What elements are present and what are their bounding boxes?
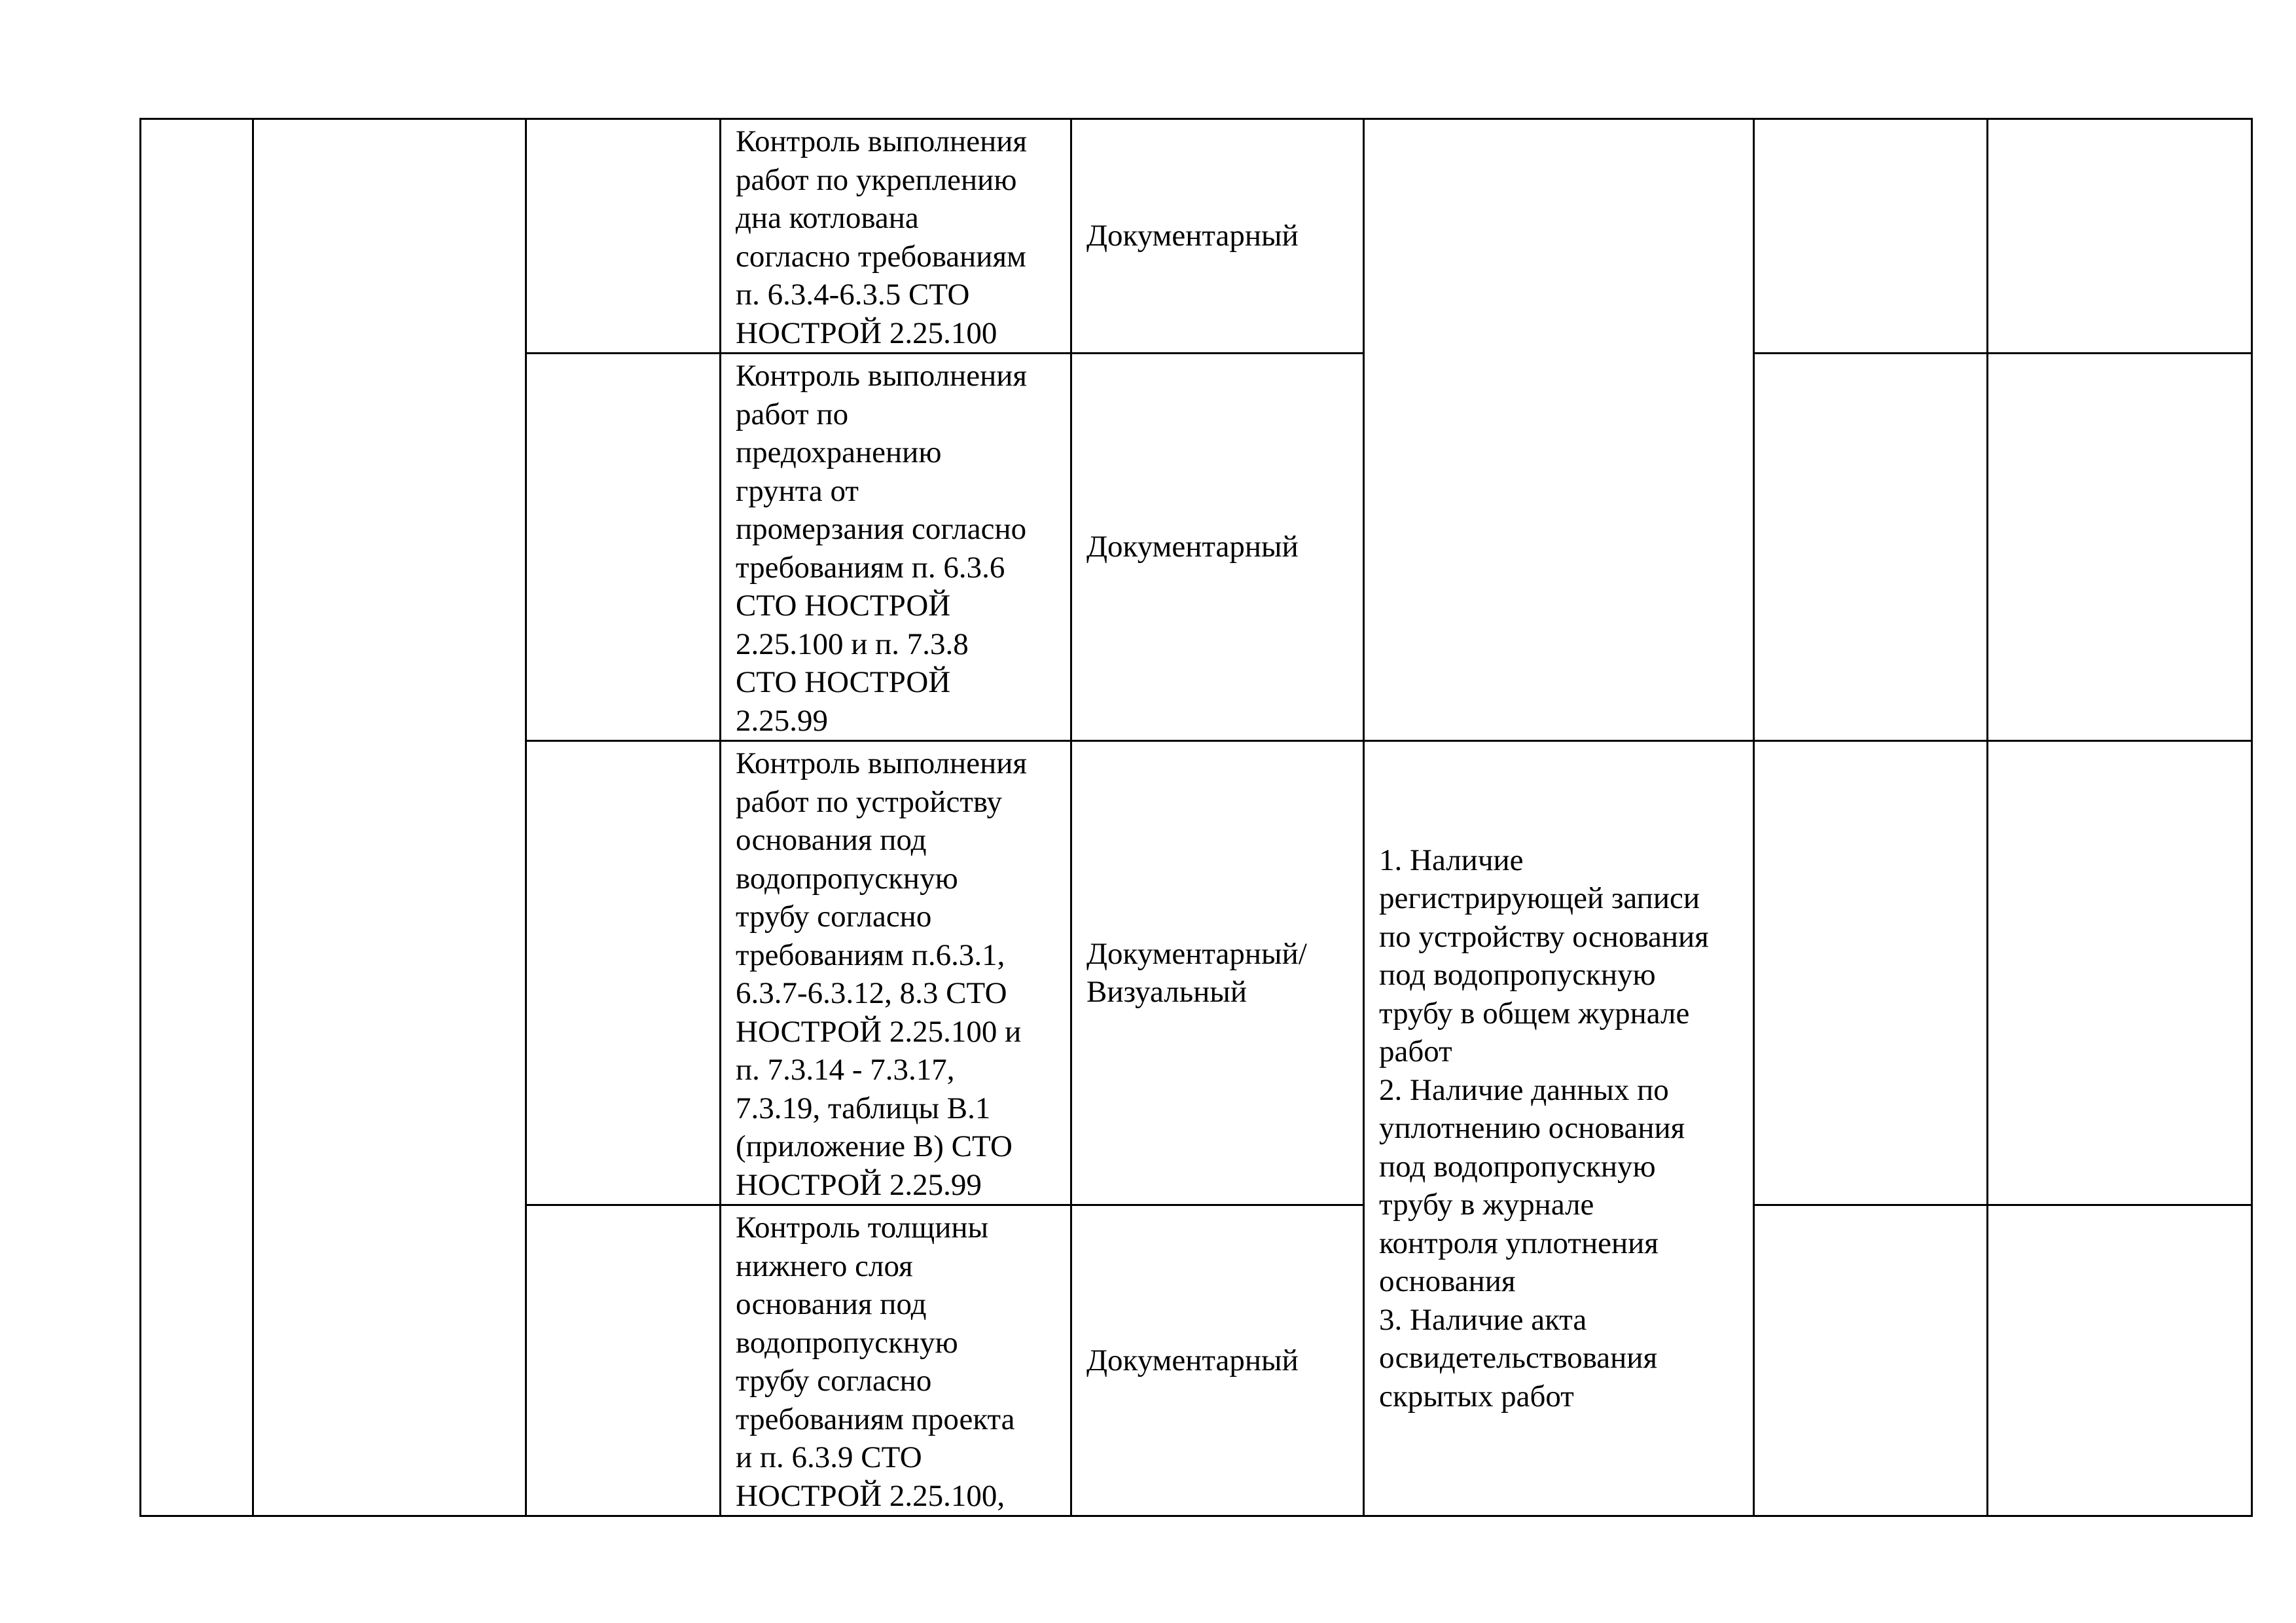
table-cell-col2 (253, 119, 526, 1516)
table-cell-col3 (526, 354, 721, 741)
inspection-table (139, 118, 2253, 1517)
requirement-cell: Контроль выполнения работ по укреплению дна котлована согласно требованиям п. 6.3.4-6.3.5 СТО НОСТРОЙ 2.25.100 (721, 119, 1071, 354)
control-method-cell: Документарный/ Визуальный (1071, 741, 1364, 1205)
table-cell-col8 (1988, 741, 2252, 1205)
table-cell-col7 (1754, 1205, 1988, 1516)
table-cell-col3 (526, 1205, 721, 1516)
control-method-cell: Документарный (1071, 354, 1364, 741)
criteria-cell-empty (1364, 119, 1754, 741)
table-cell-col8 (1988, 354, 2252, 741)
table-cell-col7 (1754, 354, 1988, 741)
table-cell-col8 (1988, 119, 2252, 354)
table-cell-col8 (1988, 1205, 2252, 1516)
table-cell-col1 (141, 119, 253, 1516)
table-cell-col7 (1754, 741, 1988, 1205)
table-cell-col3 (526, 741, 721, 1205)
requirement-cell: Контроль выполнения работ по устройству основания под водопропускную трубу согласно требованиям п.6.3.1, 6.3.7-6.3.12, 8.3 СТО НОСТРОЙ 2.25.100 и п. 7.3.14 - 7.3.17, 7.3.19, таблицы В.1 (приложение В) СТО НОСТРОЙ 2.25.99 (721, 741, 1071, 1205)
control-method-cell: Документарный (1071, 1205, 1364, 1516)
requirement-cell: Контроль толщины нижнего слоя основания под водопропускную трубу согласно требованиям проекта и п. 6.3.9 СТО НОСТРОЙ 2.25.100, (721, 1205, 1071, 1516)
requirement-cell: Контроль выполнения работ по предохранению грунта от промерзания согласно требованиям п. 6.3.6 СТО НОСТРОЙ 2.25.100 и п. 7.3.8 СТО НОСТРОЙ 2.25.99 (721, 354, 1071, 741)
table-row (141, 119, 2252, 354)
control-method-cell: Документарный (1071, 119, 1364, 354)
table-cell-col7 (1754, 119, 1988, 354)
table-cell-col3 (526, 119, 721, 354)
acceptance-criteria-cell: 1. Наличие регистрирующей записи по устройству основания под водопропускную трубу в общем журнале работ 2. Наличие данных по уплотнению основания под водопропускную трубу в журнале контроля уплотнения основания 3. Наличие акта освидетельствования скрытых работ (1364, 741, 1754, 1516)
